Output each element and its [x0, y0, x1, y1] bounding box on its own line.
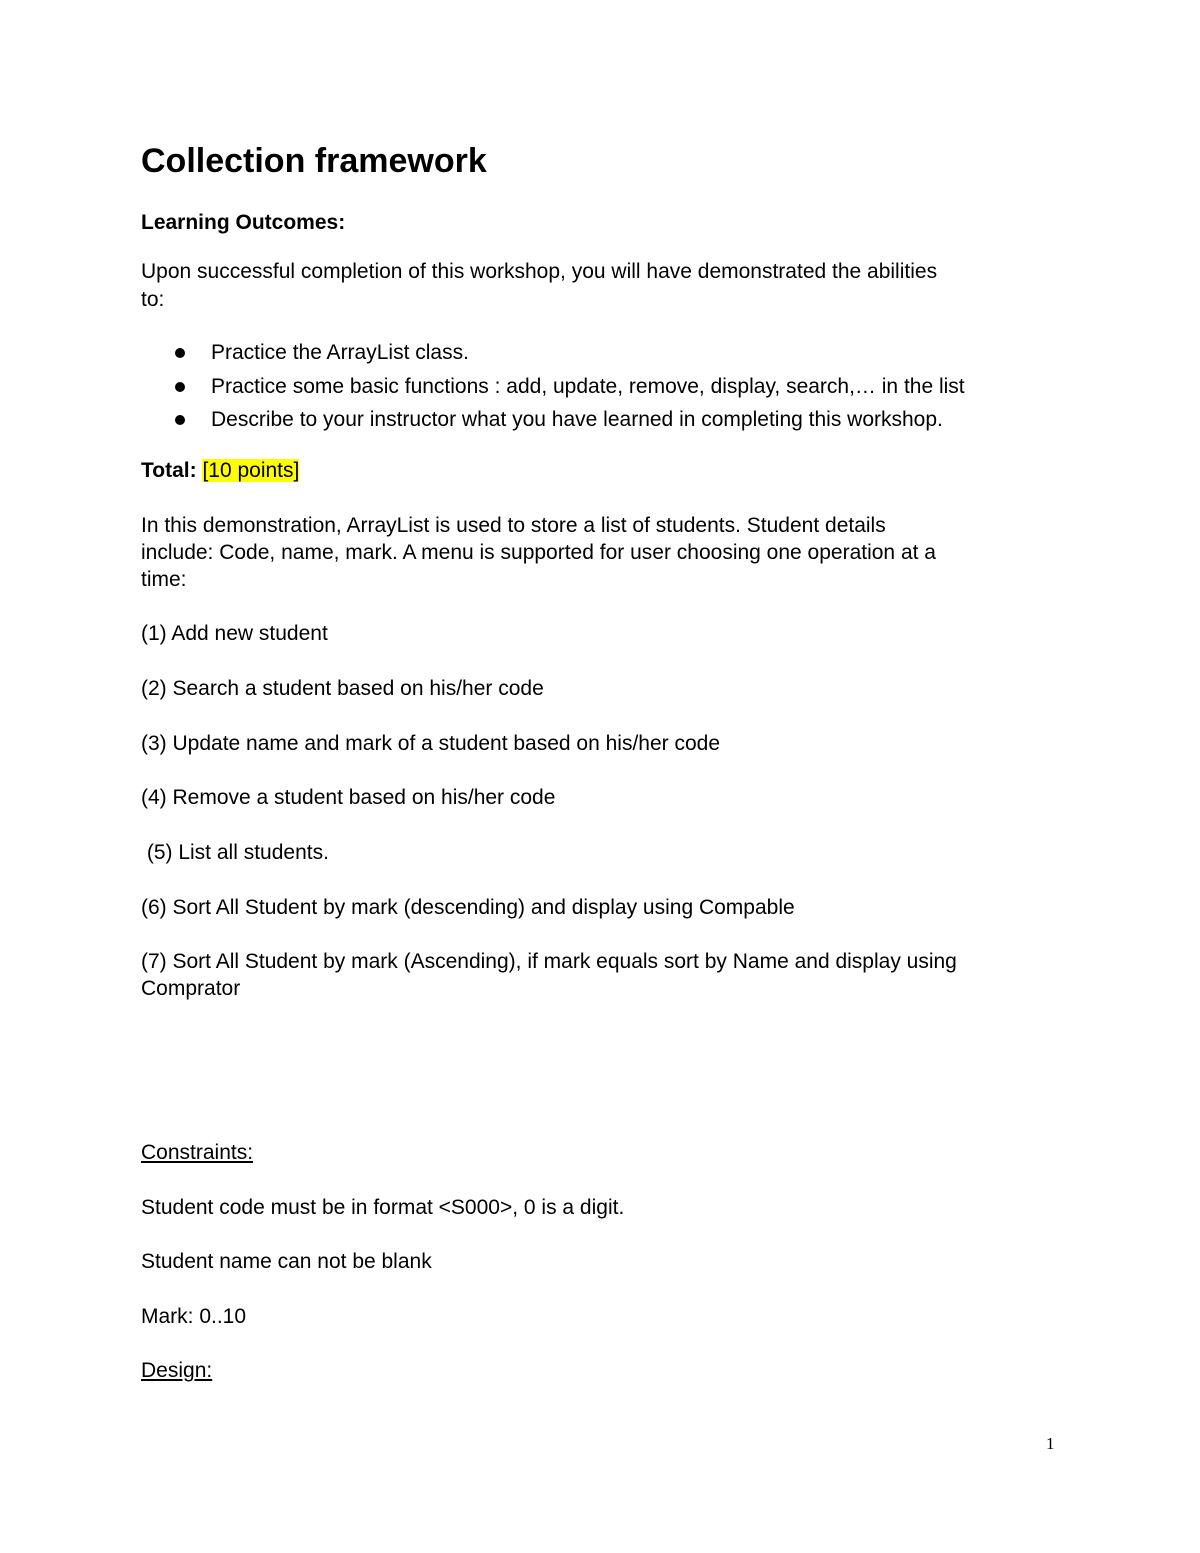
- constraints-heading: Constraints:: [141, 1141, 254, 1164]
- menu-item-7: (7) Sort All Student by mark (Ascending), if mark equals sort by Name and display using: [141, 950, 957, 973]
- bullet-icon: [175, 348, 185, 358]
- list-item: [141, 403, 965, 437]
- list-item-text: Practice some basic functions : add, update, remove, display, search,… in the list: [211, 374, 965, 398]
- total-line: [141, 457, 299, 484]
- bullet-icon: [175, 382, 185, 392]
- menu-item-5: (5) List all students.: [141, 841, 329, 864]
- intro-line-2: to:: [141, 288, 165, 311]
- menu-item-2: (2) Search a student based on his/her code: [141, 677, 544, 700]
- menu-item-3: (3) Update name and mark of a student based on his/her code: [141, 732, 721, 755]
- demo-line-2: include: Code, name, mark. A menu is supported for user choosing one operation at a: [141, 541, 936, 564]
- design-heading: Design:: [141, 1359, 213, 1382]
- intro-line-1: Upon successful completion of this workshop, you will have demonstrated the abilities: [141, 260, 938, 283]
- outcomes-list: [141, 336, 965, 437]
- menu-item-6: (6) Sort All Student by mark (descending) and display using Compable: [141, 896, 795, 919]
- menu-item-7-continued: Comprator: [141, 977, 241, 1000]
- page-number: 1: [1046, 1434, 1055, 1453]
- learning-outcomes-heading: Learning Outcomes:: [141, 211, 346, 234]
- demo-line-1: In this demonstration, ArrayList is used to store a list of students. Student details: [141, 514, 886, 537]
- list-item: [141, 336, 965, 370]
- menu-item-1: (1) Add new student: [141, 622, 328, 645]
- document-title: Collection framework: [141, 142, 487, 180]
- list-item-text: Practice the ArrayList class.: [211, 341, 469, 364]
- total-label: Total:: [141, 459, 197, 482]
- bullet-icon: [175, 415, 185, 425]
- total-value: [10 points]: [202, 459, 300, 482]
- list-item: [141, 370, 965, 404]
- demo-line-3: time:: [141, 568, 187, 591]
- constraint-mark: Mark: 0..10: [141, 1305, 247, 1328]
- constraint-code: Student code must be in format <S000>, 0 is a digit.: [141, 1196, 625, 1219]
- list-item-text: Describe to your instructor what you have learned in completing this workshop.: [211, 408, 943, 431]
- menu-item-4: (4) Remove a student based on his/her code: [141, 786, 556, 809]
- constraint-name: Student name can not be blank: [141, 1250, 432, 1273]
